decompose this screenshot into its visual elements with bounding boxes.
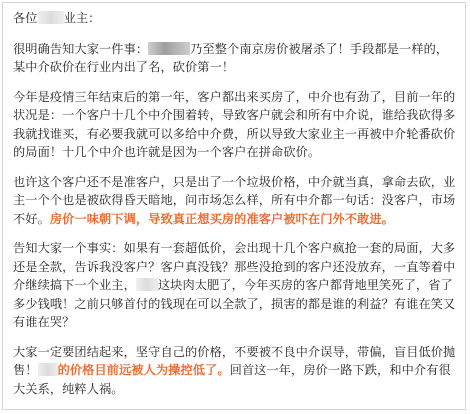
redacted-name [38,11,64,24]
greeting-suffix: 业主： [63,11,101,25]
paragraph-4-text-b: 这块肉太肥了，今年买房的客户都背地里笑死了，省了多少钱哦！之前只够首付的钱现在可以全款了，损害的都是谁的利益？有谁在笑又有谁在哭？ [13,278,456,329]
document-frame [2,2,466,410]
greeting-prefix: 各位 [13,11,38,25]
paragraph-1-text-b: 乃至整个南京房价被屠杀了！手段都是一样的，某中介砍价在行业内出了名，砍价第一！ [13,41,449,74]
paragraph-2-text: 今年是疫情三年结束后的第一年，客户都出来买房了，中介也有劲了，目前一年的状况是：一个客户十几个中介围着转，导致客户就会和所有中介说，谁给我砍得多我就找谁买，有必要我就可以多给中介费，所以导致大家业主一再被中介轮番砍价的局面！十几个中介也许就是因为一个客户在拼命砍价。 [13,89,456,159]
paragraph-1-text-a: 很明确告知大家一件事： [13,41,149,56]
paragraph-3 [13,173,459,229]
paragraph-3-text: 也许这个客户还不是准客户，只是出了一个垃圾价格，中介就当真，拿命去砍，业主一个个也是被砍得昏天暗地，问市场怎么样，所有中介都一句话：没客户，市场不好。 [13,174,456,226]
paragraph-1 [13,40,459,77]
redacted-word [136,278,158,291]
paragraph-5-highlight: 的价格目前远被人为操控低了。 [57,363,230,377]
paragraph-3-highlight: 房价一味朝下调，导致真正想买房的准客户被吓在门外不敢进。 [49,211,394,226]
paragraph-4 [13,239,459,332]
paragraph-2 [13,88,459,162]
paragraph-5 [13,343,459,399]
paragraph-5-text-a: 大家一定要团结起来，坚守自己的价格，不要被不良中介误导，带偏，盲目低价抛售！ [13,344,456,377]
greeting [13,9,459,28]
document-body [13,9,459,409]
redacted-location [148,42,190,55]
paragraph-5-text-b: 回首这一年，房价一路下跌，和中介有很大关系，纯粹人祸。 [13,363,451,396]
paragraph-4-text-a: 告知大家一个事实：如果有一套超低价，会出现十几个客户疯抢一套的局面，大多还是全款，告诉我没客户？客户真没钱？那些没抢到的客户还没放弃，一直等着中介继续搞下一个业主， [13,241,456,292]
redacted-area [38,363,58,376]
